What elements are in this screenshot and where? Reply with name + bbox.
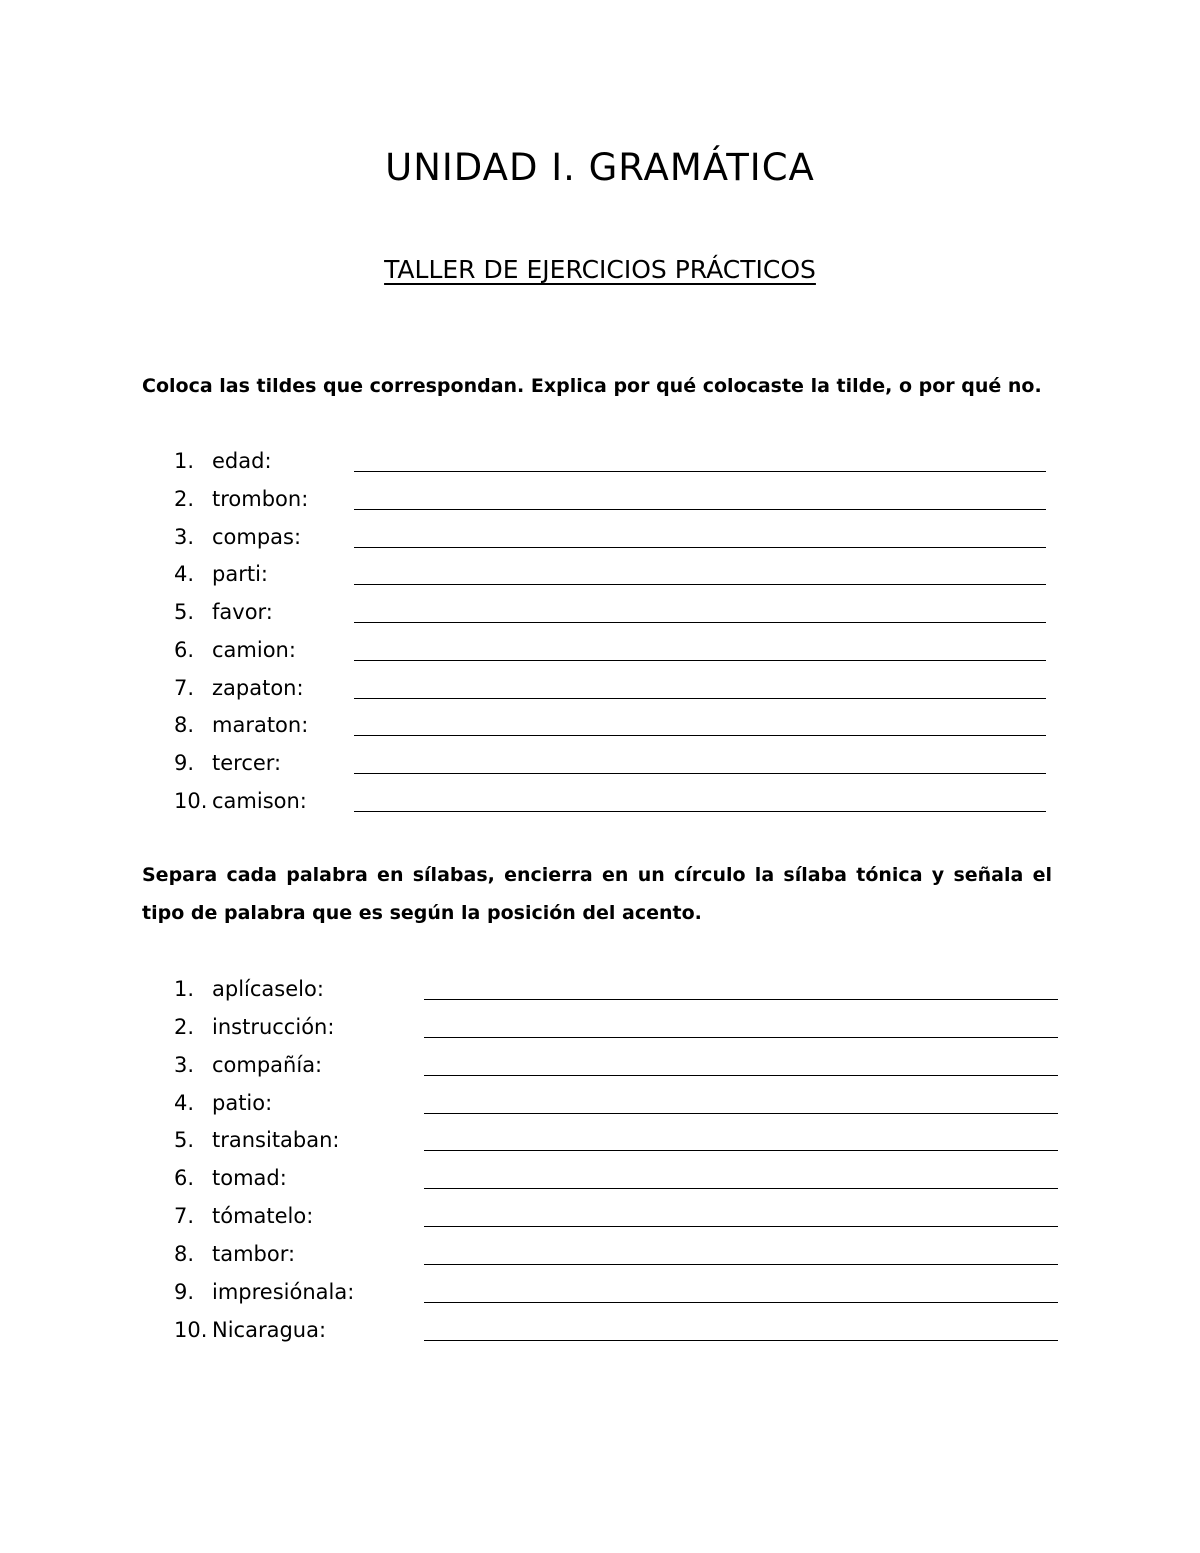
item-number: 5. — [174, 1128, 195, 1152]
item-word: camion: — [212, 638, 296, 662]
answer-line[interactable] — [354, 773, 1046, 774]
item-word: compas: — [212, 525, 302, 549]
item-number: 10. — [174, 1318, 208, 1342]
exercise-2-instruction: Separa cada palabra en sílabas, encierra en un círculo la sílaba tónica y señala el tipo de palabra que es según la posición del acento. — [142, 864, 1052, 924]
answer-line[interactable] — [424, 1188, 1058, 1189]
item-number: 8. — [174, 1242, 195, 1266]
answer-line[interactable] — [424, 1264, 1058, 1265]
item-word: camison: — [212, 789, 307, 813]
answer-line[interactable] — [354, 735, 1046, 736]
item-number: 4. — [174, 562, 195, 586]
item-number: 2. — [174, 487, 195, 511]
item-word: instrucción: — [212, 1015, 335, 1039]
answer-line[interactable] — [424, 1340, 1058, 1341]
item-word: trombon: — [212, 487, 309, 511]
item-word: aplícaselo: — [212, 977, 324, 1001]
item-number: 8. — [174, 713, 195, 737]
item-number: 4. — [174, 1091, 195, 1115]
item-number: 1. — [174, 449, 195, 473]
item-word: impresiónala: — [212, 1280, 355, 1304]
exercise-1-instruction: Coloca las tildes que correspondan. Explica por qué colocaste la tilde, o por qué no. — [142, 375, 1042, 397]
answer-line[interactable] — [354, 509, 1046, 510]
answer-line[interactable] — [354, 660, 1046, 661]
item-word: tómatelo: — [212, 1204, 314, 1228]
item-number: 9. — [174, 751, 195, 775]
item-number: 2. — [174, 1015, 195, 1039]
item-word: transitaban: — [212, 1128, 340, 1152]
answer-line[interactable] — [354, 584, 1046, 585]
item-number: 6. — [174, 1166, 195, 1190]
answer-line[interactable] — [354, 547, 1046, 548]
item-word: tambor: — [212, 1242, 296, 1266]
item-number: 3. — [174, 525, 195, 549]
item-number: 6. — [174, 638, 195, 662]
item-word: tercer: — [212, 751, 282, 775]
answer-line[interactable] — [424, 1075, 1058, 1076]
item-word: maraton: — [212, 713, 309, 737]
answer-line[interactable] — [354, 698, 1046, 699]
answer-line[interactable] — [354, 471, 1046, 472]
answer-line[interactable] — [354, 622, 1046, 623]
item-number: 9. — [174, 1280, 195, 1304]
answer-line[interactable] — [354, 811, 1046, 812]
item-word: favor: — [212, 600, 273, 624]
answer-line[interactable] — [424, 1150, 1058, 1151]
item-word: compañía: — [212, 1053, 323, 1077]
item-word: zapaton: — [212, 676, 304, 700]
item-number: 7. — [174, 1204, 195, 1228]
answer-line[interactable] — [424, 1113, 1058, 1114]
item-word: parti: — [212, 562, 268, 586]
item-word: patio: — [212, 1091, 273, 1115]
answer-line[interactable] — [424, 1226, 1058, 1227]
answer-line[interactable] — [424, 1302, 1058, 1303]
item-word: edad: — [212, 449, 272, 473]
page-subtitle: TALLER DE EJERCICIOS PRÁCTICOS — [384, 255, 816, 284]
item-number: 7. — [174, 676, 195, 700]
page-title: UNIDAD I. GRAMÁTICA — [385, 146, 815, 189]
item-number: 1. — [174, 977, 195, 1001]
item-word: Nicaragua: — [212, 1318, 327, 1342]
item-number: 10. — [174, 789, 208, 813]
answer-line[interactable] — [424, 1037, 1058, 1038]
item-word: tomad: — [212, 1166, 287, 1190]
item-number: 5. — [174, 600, 195, 624]
answer-line[interactable] — [424, 999, 1058, 1000]
item-number: 3. — [174, 1053, 195, 1077]
